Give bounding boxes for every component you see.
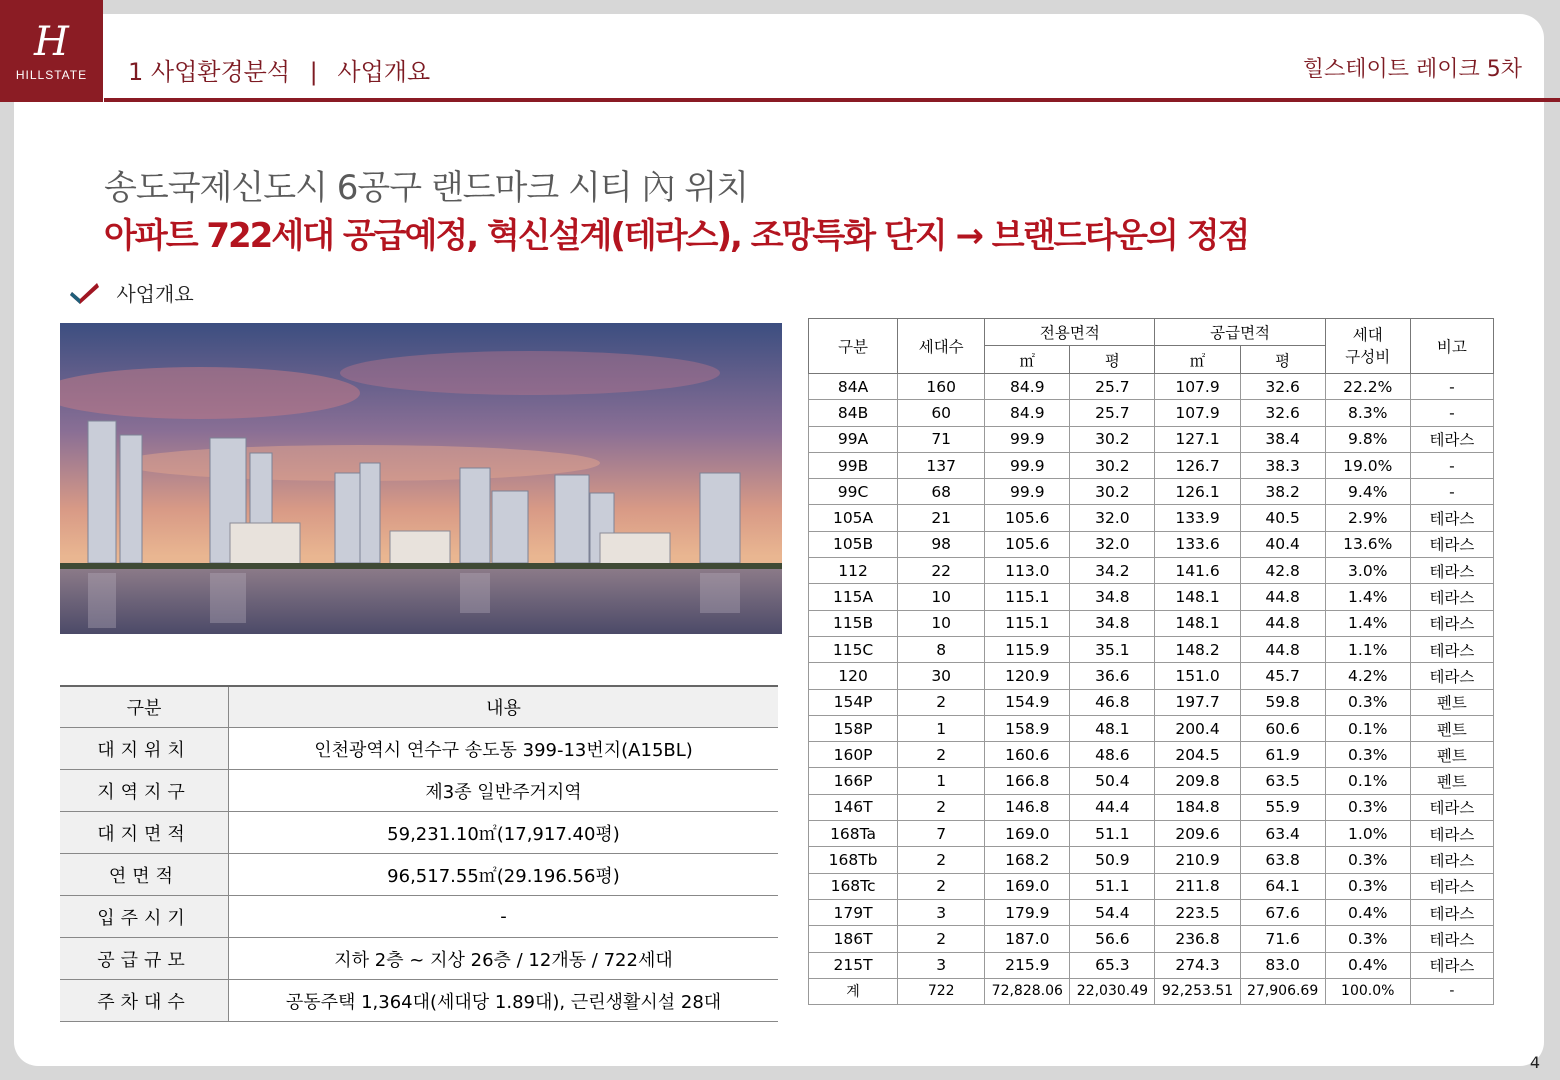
unit-header-type: 구분	[809, 319, 898, 374]
unit-row	[809, 847, 1494, 873]
unit-cell-exclusive-pyeong: 34.8	[1070, 584, 1155, 610]
unit-cell-exclusive-pyeong: 48.1	[1070, 715, 1155, 741]
unit-cell-ratio: 0.3%	[1325, 926, 1410, 952]
unit-cell-exclusive-pyeong: 30.2	[1070, 479, 1155, 505]
unit-cell-units: 7	[898, 821, 985, 847]
unit-cell-supply-pyeong: 42.8	[1240, 558, 1325, 584]
unit-cell-supply-sqm: 274.3	[1155, 952, 1240, 978]
unit-cell-units: 3	[898, 899, 985, 925]
unit-cell-supply-sqm: 107.9	[1155, 400, 1240, 426]
unit-row	[809, 584, 1494, 610]
unit-cell-note: 펜트	[1410, 768, 1493, 794]
unit-cell-supply-sqm: 127.1	[1155, 426, 1240, 452]
unit-cell-units: 2	[898, 926, 985, 952]
unit-cell-type: 115B	[809, 610, 898, 636]
unit-cell-supply-sqm: 210.9	[1155, 847, 1240, 873]
unit-cell-note: 테라스	[1410, 610, 1493, 636]
unit-cell-units: 1	[898, 768, 985, 794]
unit-cell-type: 99B	[809, 452, 898, 478]
unit-total-row	[809, 978, 1494, 1004]
unit-cell-supply-pyeong: 60.6	[1240, 715, 1325, 741]
info-row-value: 인천광역시 연수구 송도동 399-13번지(A15BL)	[229, 728, 779, 770]
unit-cell-ratio: 0.1%	[1325, 768, 1410, 794]
unit-row	[809, 926, 1494, 952]
unit-row	[809, 374, 1494, 400]
unit-cell-ratio: 1.4%	[1325, 610, 1410, 636]
info-row-value: 제3종 일반주거지역	[229, 770, 779, 812]
unit-cell-exclusive-pyeong: 30.2	[1070, 452, 1155, 478]
unit-row	[809, 742, 1494, 768]
unit-cell-note: 테라스	[1410, 794, 1493, 820]
info-row-key: 대지면적	[60, 812, 229, 854]
unit-cell-supply-sqm: 209.8	[1155, 768, 1240, 794]
unit-row	[809, 768, 1494, 794]
unit-cell-exclusive-sqm: 169.0	[985, 821, 1070, 847]
logo-monogram: H	[34, 19, 69, 65]
unit-cell-units: 2	[898, 794, 985, 820]
unit-cell-supply-pyeong: 63.8	[1240, 847, 1325, 873]
unit-table-body	[809, 374, 1494, 1005]
project-title: 힐스테이트 레이크 5차	[1302, 57, 1522, 82]
unit-cell-units: 1	[898, 715, 985, 741]
unit-row	[809, 400, 1494, 426]
unit-cell-exclusive-sqm: 168.2	[985, 847, 1070, 873]
unit-cell-type: 105B	[809, 531, 898, 557]
info-row-key: 대지위치	[60, 728, 229, 770]
unit-cell-note: -	[1410, 400, 1493, 426]
unit-cell-exclusive-sqm: 113.0	[985, 558, 1070, 584]
unit-cell-units: 71	[898, 426, 985, 452]
unit-cell-exclusive-sqm: 105.6	[985, 505, 1070, 531]
unit-cell-units: 137	[898, 452, 985, 478]
hillstate-logo	[0, 0, 103, 102]
unit-cell-note: 테라스	[1410, 558, 1493, 584]
unit-cell-exclusive-pyeong: 50.9	[1070, 847, 1155, 873]
unit-cell-ratio: 1.1%	[1325, 636, 1410, 662]
unit-cell-type: 166P	[809, 768, 898, 794]
info-row-value: 59,231.10㎡(17,917.40평)	[229, 812, 779, 854]
unit-cell-supply-pyeong: 44.8	[1240, 610, 1325, 636]
unit-cell-ratio: 2.9%	[1325, 505, 1410, 531]
unit-cell-note: 테라스	[1410, 426, 1493, 452]
unit-header-supply-pyeong: 평	[1240, 346, 1325, 374]
unit-cell-ratio: 13.6%	[1325, 531, 1410, 557]
unit-cell-note: 테라스	[1410, 663, 1493, 689]
unit-cell-type: 84A	[809, 374, 898, 400]
info-row	[60, 812, 778, 854]
unit-cell-supply-sqm: 236.8	[1155, 926, 1240, 952]
unit-cell-ratio: 0.3%	[1325, 847, 1410, 873]
unit-cell-ratio: 0.3%	[1325, 742, 1410, 768]
unit-cell-supply-pyeong: 61.9	[1240, 742, 1325, 768]
unit-cell-note: 테라스	[1410, 847, 1493, 873]
unit-cell-exclusive-pyeong: 34.8	[1070, 610, 1155, 636]
unit-cell-exclusive-sqm: 99.9	[985, 426, 1070, 452]
unit-cell-ratio: 4.2%	[1325, 663, 1410, 689]
info-row-key: 주차대수	[60, 980, 229, 1022]
unit-cell-ratio: 0.1%	[1325, 715, 1410, 741]
unit-cell-exclusive-pyeong: 25.7	[1070, 374, 1155, 400]
unit-cell-note: 테라스	[1410, 821, 1493, 847]
unit-cell-exclusive-sqm: 146.8	[985, 794, 1070, 820]
unit-cell-ratio: 0.4%	[1325, 899, 1410, 925]
unit-cell-type: 84B	[809, 400, 898, 426]
unit-cell-exclusive-pyeong: 50.4	[1070, 768, 1155, 794]
unit-cell-supply-pyeong: 44.8	[1240, 636, 1325, 662]
unit-cell-units: 60	[898, 400, 985, 426]
unit-cell-exclusive-sqm: 169.0	[985, 873, 1070, 899]
unit-cell-ratio: 1.0%	[1325, 821, 1410, 847]
unit-cell-exclusive-sqm: 105.6	[985, 531, 1070, 557]
unit-cell-ratio: 1.4%	[1325, 584, 1410, 610]
unit-total-exclusive-pyeong: 22,030.49	[1070, 978, 1155, 1004]
unit-row	[809, 531, 1494, 557]
unit-cell-type: 112	[809, 558, 898, 584]
unit-cell-supply-sqm: 107.9	[1155, 374, 1240, 400]
unit-cell-ratio: 0.3%	[1325, 689, 1410, 715]
unit-total-supply-sqm: 92,253.51	[1155, 978, 1240, 1004]
unit-total-note: -	[1410, 978, 1493, 1004]
unit-cell-type: 115C	[809, 636, 898, 662]
unit-cell-note: -	[1410, 374, 1493, 400]
unit-cell-supply-sqm: 141.6	[1155, 558, 1240, 584]
unit-cell-type: 168Ta	[809, 821, 898, 847]
unit-cell-supply-pyeong: 64.1	[1240, 873, 1325, 899]
info-row-value: 공동주택 1,364대(세대당 1.89대), 근린생활시설 28대	[229, 980, 779, 1022]
unit-row	[809, 505, 1494, 531]
unit-cell-supply-sqm: 148.1	[1155, 610, 1240, 636]
unit-header-ratio: 세대 구성비	[1325, 319, 1410, 374]
unit-cell-exclusive-sqm: 115.9	[985, 636, 1070, 662]
unit-total-units: 722	[898, 978, 985, 1004]
info-row-key: 입주시기	[60, 896, 229, 938]
info-row	[60, 938, 778, 980]
unit-cell-exclusive-sqm: 158.9	[985, 715, 1070, 741]
unit-cell-type: 99C	[809, 479, 898, 505]
unit-cell-supply-sqm: 209.6	[1155, 821, 1240, 847]
unit-cell-exclusive-sqm: 160.6	[985, 742, 1070, 768]
unit-cell-note: 펜트	[1410, 742, 1493, 768]
unit-cell-exclusive-sqm: 166.8	[985, 768, 1070, 794]
unit-cell-exclusive-pyeong: 51.1	[1070, 821, 1155, 847]
unit-cell-units: 3	[898, 952, 985, 978]
unit-cell-supply-sqm: 223.5	[1155, 899, 1240, 925]
unit-cell-supply-sqm: 133.9	[1155, 505, 1240, 531]
unit-cell-note: 테라스	[1410, 899, 1493, 925]
unit-cell-units: 10	[898, 610, 985, 636]
unit-cell-ratio: 0.3%	[1325, 873, 1410, 899]
unit-cell-units: 160	[898, 374, 985, 400]
unit-row	[809, 426, 1494, 452]
unit-cell-supply-sqm: 126.7	[1155, 452, 1240, 478]
unit-cell-ratio: 9.8%	[1325, 426, 1410, 452]
unit-cell-supply-pyeong: 38.4	[1240, 426, 1325, 452]
unit-cell-exclusive-pyeong: 32.0	[1070, 531, 1155, 557]
unit-row	[809, 636, 1494, 662]
info-header-category: 구분	[60, 686, 229, 728]
unit-cell-supply-sqm: 148.2	[1155, 636, 1240, 662]
unit-cell-ratio: 0.4%	[1325, 952, 1410, 978]
subhead-label: 사업개요	[116, 282, 194, 306]
unit-row	[809, 452, 1494, 478]
unit-header-units: 세대수	[898, 319, 985, 374]
unit-cell-supply-pyeong: 32.6	[1240, 374, 1325, 400]
unit-cell-ratio: 0.3%	[1325, 794, 1410, 820]
unit-cell-type: 99A	[809, 426, 898, 452]
unit-row	[809, 479, 1494, 505]
unit-cell-exclusive-sqm: 154.9	[985, 689, 1070, 715]
unit-cell-supply-sqm: 197.7	[1155, 689, 1240, 715]
unit-cell-supply-sqm: 133.6	[1155, 531, 1240, 557]
unit-cell-supply-pyeong: 67.6	[1240, 899, 1325, 925]
unit-cell-type: 215T	[809, 952, 898, 978]
subsection-name: 사업개요	[337, 58, 431, 86]
unit-cell-supply-pyeong: 40.5	[1240, 505, 1325, 531]
unit-cell-supply-sqm: 204.5	[1155, 742, 1240, 768]
unit-cell-type: 168Tc	[809, 873, 898, 899]
info-row-value: -	[229, 896, 779, 938]
unit-cell-units: 2	[898, 689, 985, 715]
unit-cell-supply-sqm: 148.1	[1155, 584, 1240, 610]
unit-row	[809, 689, 1494, 715]
unit-cell-exclusive-pyeong: 48.6	[1070, 742, 1155, 768]
unit-cell-type: 179T	[809, 899, 898, 925]
unit-cell-units: 2	[898, 873, 985, 899]
unit-cell-exclusive-pyeong: 34.2	[1070, 558, 1155, 584]
unit-cell-note: -	[1410, 479, 1493, 505]
unit-total-exclusive-sqm: 72,828.06	[985, 978, 1070, 1004]
unit-cell-supply-sqm: 184.8	[1155, 794, 1240, 820]
unit-cell-supply-pyeong: 40.4	[1240, 531, 1325, 557]
unit-cell-exclusive-pyeong: 56.6	[1070, 926, 1155, 952]
unit-cell-exclusive-pyeong: 65.3	[1070, 952, 1155, 978]
apartment-rendering-image	[60, 323, 782, 634]
unit-cell-exclusive-sqm: 115.1	[985, 610, 1070, 636]
info-row	[60, 854, 778, 896]
unit-cell-type: 115A	[809, 584, 898, 610]
unit-cell-supply-pyeong: 38.2	[1240, 479, 1325, 505]
unit-cell-exclusive-sqm: 179.9	[985, 899, 1070, 925]
info-row-key: 연면적	[60, 854, 229, 896]
section-number: 1	[128, 58, 144, 86]
unit-cell-note: 테라스	[1410, 584, 1493, 610]
headline-line1: 송도국제신도시 6공구 랜드마크 시티 內 위치	[104, 168, 749, 208]
unit-cell-ratio: 9.4%	[1325, 479, 1410, 505]
info-row-key: 공급규모	[60, 938, 229, 980]
header-divider	[104, 98, 1560, 102]
unit-row	[809, 821, 1494, 847]
unit-cell-exclusive-sqm: 215.9	[985, 952, 1070, 978]
section-separator: |	[309, 58, 318, 86]
info-row	[60, 896, 778, 938]
unit-cell-supply-pyeong: 83.0	[1240, 952, 1325, 978]
unit-cell-type: 154P	[809, 689, 898, 715]
unit-cell-type: 160P	[809, 742, 898, 768]
unit-cell-type: 146T	[809, 794, 898, 820]
unit-cell-type: 186T	[809, 926, 898, 952]
unit-header-exclusive-pyeong: 평	[1070, 346, 1155, 374]
unit-row	[809, 873, 1494, 899]
unit-cell-units: 21	[898, 505, 985, 531]
project-overview-table	[60, 685, 778, 1022]
unit-row	[809, 715, 1494, 741]
unit-total-type: 계	[809, 978, 898, 1004]
unit-row	[809, 558, 1494, 584]
info-row-value: 지하 2층 ~ 지상 26층 / 12개동 / 722세대	[229, 938, 779, 980]
unit-cell-exclusive-sqm: 187.0	[985, 926, 1070, 952]
unit-cell-exclusive-pyeong: 25.7	[1070, 400, 1155, 426]
unit-total-supply-pyeong: 27,906.69	[1240, 978, 1325, 1004]
unit-cell-exclusive-pyeong: 46.8	[1070, 689, 1155, 715]
unit-row	[809, 899, 1494, 925]
unit-header-exclusive: 전용면적	[985, 319, 1155, 346]
unit-cell-note: 테라스	[1410, 636, 1493, 662]
unit-row	[809, 610, 1494, 636]
unit-cell-units: 68	[898, 479, 985, 505]
unit-row	[809, 952, 1494, 978]
unit-cell-supply-pyeong: 71.6	[1240, 926, 1325, 952]
unit-header-exclusive-sqm: ㎡	[985, 346, 1070, 374]
unit-cell-note: 테라스	[1410, 873, 1493, 899]
unit-cell-type: 120	[809, 663, 898, 689]
unit-cell-supply-sqm: 200.4	[1155, 715, 1240, 741]
unit-cell-supply-pyeong: 55.9	[1240, 794, 1325, 820]
unit-cell-exclusive-pyeong: 36.6	[1070, 663, 1155, 689]
unit-cell-supply-pyeong: 63.4	[1240, 821, 1325, 847]
unit-mix-table	[808, 318, 1494, 1005]
unit-cell-note: 테라스	[1410, 952, 1493, 978]
unit-cell-exclusive-pyeong: 32.0	[1070, 505, 1155, 531]
unit-cell-note: 테라스	[1410, 505, 1493, 531]
unit-cell-supply-pyeong: 45.7	[1240, 663, 1325, 689]
unit-cell-exclusive-pyeong: 35.1	[1070, 636, 1155, 662]
section-title	[128, 52, 430, 87]
unit-cell-type: 168Tb	[809, 847, 898, 873]
checkmark-icon	[70, 281, 100, 310]
unit-cell-units: 22	[898, 558, 985, 584]
unit-header-supply-sqm: ㎡	[1155, 346, 1240, 374]
unit-cell-units: 30	[898, 663, 985, 689]
unit-cell-units: 2	[898, 847, 985, 873]
unit-row	[809, 794, 1494, 820]
info-table-body	[60, 728, 778, 1022]
info-row	[60, 728, 778, 770]
unit-cell-exclusive-pyeong: 54.4	[1070, 899, 1155, 925]
unit-cell-exclusive-sqm: 84.9	[985, 374, 1070, 400]
unit-cell-units: 98	[898, 531, 985, 557]
unit-cell-type: 158P	[809, 715, 898, 741]
unit-cell-exclusive-sqm: 115.1	[985, 584, 1070, 610]
unit-cell-ratio: 8.3%	[1325, 400, 1410, 426]
unit-cell-exclusive-sqm: 120.9	[985, 663, 1070, 689]
unit-cell-note: 펜트	[1410, 689, 1493, 715]
unit-cell-exclusive-sqm: 84.9	[985, 400, 1070, 426]
unit-cell-ratio: 22.2%	[1325, 374, 1410, 400]
unit-cell-ratio: 19.0%	[1325, 452, 1410, 478]
info-row	[60, 770, 778, 812]
unit-header-note: 비고	[1410, 319, 1493, 374]
unit-cell-units: 2	[898, 742, 985, 768]
info-row	[60, 980, 778, 1022]
unit-cell-exclusive-pyeong: 30.2	[1070, 426, 1155, 452]
subhead	[70, 278, 194, 310]
unit-total-ratio: 100.0%	[1325, 978, 1410, 1004]
unit-cell-exclusive-pyeong: 44.4	[1070, 794, 1155, 820]
logo-brand-name: HILLSTATE	[15, 68, 88, 82]
info-row-key: 지역지구	[60, 770, 229, 812]
unit-cell-note: 테라스	[1410, 926, 1493, 952]
unit-cell-type: 105A	[809, 505, 898, 531]
unit-cell-note: 펜트	[1410, 715, 1493, 741]
unit-cell-units: 10	[898, 584, 985, 610]
unit-cell-supply-sqm: 211.8	[1155, 873, 1240, 899]
unit-cell-note: 테라스	[1410, 531, 1493, 557]
section-name: 사업환경분석	[150, 58, 291, 86]
unit-cell-exclusive-pyeong: 51.1	[1070, 873, 1155, 899]
unit-cell-exclusive-sqm: 99.9	[985, 479, 1070, 505]
unit-cell-supply-pyeong: 44.8	[1240, 584, 1325, 610]
info-header-content: 내용	[229, 686, 779, 728]
info-row-value: 96,517.55㎡(29.196.56평)	[229, 854, 779, 896]
unit-cell-note: -	[1410, 452, 1493, 478]
unit-row	[809, 663, 1494, 689]
unit-cell-supply-pyeong: 32.6	[1240, 400, 1325, 426]
unit-cell-supply-pyeong: 38.3	[1240, 452, 1325, 478]
unit-cell-supply-sqm: 126.1	[1155, 479, 1240, 505]
page-number: 4	[1529, 1053, 1540, 1072]
unit-cell-exclusive-sqm: 99.9	[985, 452, 1070, 478]
headline-line2: 아파트 722세대 공급예정, 혁신설계(테라스), 조망특화 단지 → 브랜드타운의 정점	[104, 216, 1249, 256]
unit-cell-supply-sqm: 151.0	[1155, 663, 1240, 689]
unit-cell-units: 8	[898, 636, 985, 662]
unit-cell-supply-pyeong: 63.5	[1240, 768, 1325, 794]
unit-cell-supply-pyeong: 59.8	[1240, 689, 1325, 715]
unit-cell-ratio: 3.0%	[1325, 558, 1410, 584]
unit-header-supply: 공급면적	[1155, 319, 1325, 346]
